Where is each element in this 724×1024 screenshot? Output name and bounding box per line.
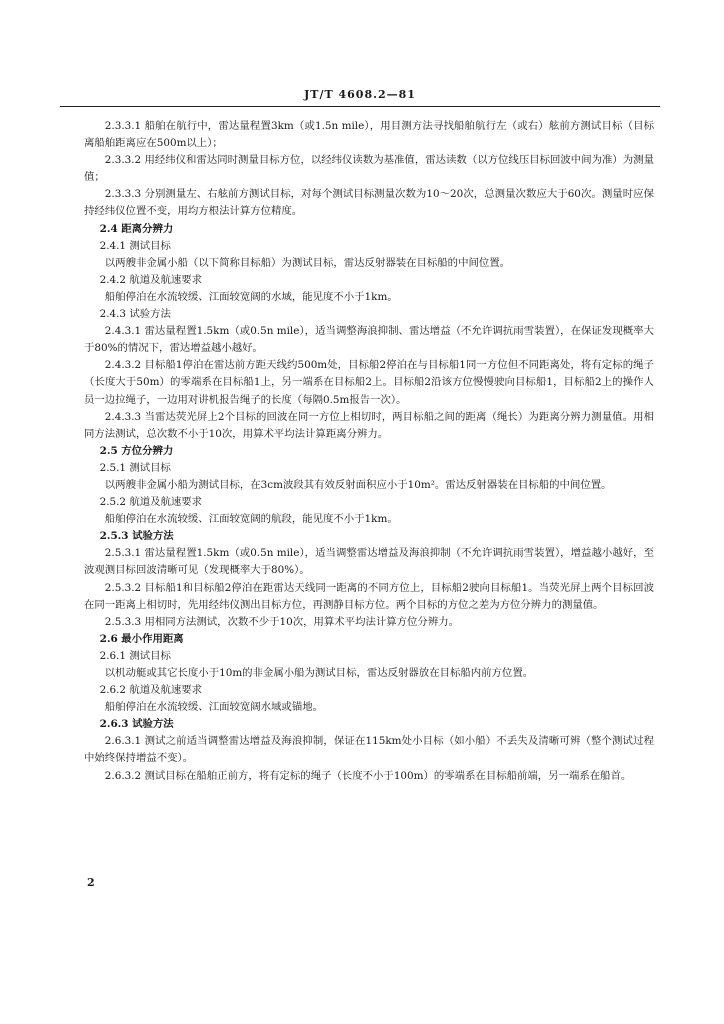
para-2-5-3-1: 2.5.3.1 雷达量程置1.5km（或0.5n mile），适当调整雷达增益及海浪抑制（不允许调抗雨雪装置），增益越小越好，至波观测目标回波清晰可见（发现概率大于80%）。 — [84, 547, 654, 577]
para-2-6-3-2: 2.6.3.2 测试目标在船舶正前方，将有定标的绳子（长度不小于100m）的零端系在目标船前端，另一端系在船首。 — [104, 769, 632, 782]
para-2-4-2-body: 船舶停泊在水流较缓、江面较宽阔的水域，能见度不小于1km。 — [104, 290, 398, 303]
heading-2-6-3: 2.6.3 试验方法 — [99, 718, 174, 731]
document-body — [84, 118, 654, 785]
standard-code-header: JT/T 4608.2—81 — [304, 88, 416, 101]
para-2-6-1-body: 以机动艇或其它长度小于10m的非金属小船为测试目标，雷达反射器放在目标船内前方位置。 — [104, 667, 534, 679]
heading-2-6-2: 2.6.2 航道及航速要求 — [99, 684, 203, 697]
heading-2-6-1: 2.6.1 测试目标 — [99, 649, 171, 662]
para-2-5-3-3: 2.5.3.3 用相同方法测试，次数不少于10次，用算术平均法计算方位分辨力。 — [104, 615, 459, 628]
heading-2-4-2: 2.4.2 航道及航速要求 — [99, 273, 203, 286]
para-2-6-2-body: 船舶停泊在水流较缓、江面较宽阔水域或锚地。 — [104, 701, 323, 714]
para-2-4-3-3: 2.4.3.3 当雷达荧光屏上2个目标的回波在同一方位上相切时，两目标船之间的距离（绳长）为距离分辨力测量值。用相同方法测试，总次数不小于10次，用算术平均法计算距离分辨力。 — [84, 410, 654, 440]
heading-2-4-1: 2.4.1 测试目标 — [99, 239, 171, 252]
para-2-5-3-2: 2.5.3.2 目标船1和目标船2停泊在距雷达天线同一距离的不同方位上，目标船2驶向目标船1。当荧光屏上两个目标回波在同一距离上相切时，先用经纬仪测出目标方位，再测静目标方位。两个目标的方位之差为方位分辨力的测量值。 — [84, 581, 654, 611]
para-2-4-3-1: 2.4.3.1 雷达量程置1.5km（或0.5n mile），适当调整海浪抑制、雷达增益（不允许调抗雨雪装置），在保证发现概率大于80%的情况下，雷达增益越小越好。 — [84, 325, 654, 355]
para-2-6-3-1: 2.6.3.1 测试之前适当调整雷达增益及海浪抑制，保证在115km处小目标（如小船）不丢失及清晰可辨（整个测试过程中始终保持增益不变）。 — [84, 735, 654, 765]
heading-2-4: 2.4 距离分辨力 — [99, 222, 174, 235]
heading-2-5-1: 2.5.1 测试目标 — [99, 461, 171, 474]
para-2-3-3-1: 2.3.3.1 船舶在航行中，雷达量程置3km（或1.5n mile），用目测方法寻找船舶航行左（或右）舷前方测试目标（目标离船舶距离应在500m以上）； — [84, 120, 654, 150]
heading-2-5-3: 2.5.3 试验方法 — [99, 530, 174, 543]
para-2-5-2-body: 船舶停泊在水流较缓、江面较宽阔的航段，能见度不小于1km。 — [104, 513, 398, 526]
heading-2-5-2: 2.5.2 航道及航速要求 — [99, 496, 203, 509]
header-rule — [60, 106, 660, 107]
para-2-3-3-3: 2.3.3.3 分别测量左、右舷前方测试目标，对每个测试目标测量次数为10～20次，总测量次数应大于60次。测量时应保持经纬仪位置不变，用均方根法计算方位精度。 — [84, 188, 654, 218]
heading-2-6: 2.6 最小作用距离 — [99, 632, 184, 645]
para-2-3-3-2: 2.3.3.2 用经纬仪和雷达同时测量目标方位，以经纬仪读数为基准值，雷达读数（以方位线压目标回波中间为准）为测量值； — [84, 154, 654, 184]
para-2-4-1-body: 以两艘非金属小船（以下简称目标船）为测试目标，雷达反射器装在目标船的中间位置。 — [104, 256, 511, 269]
para-2-5-1-body: 以两艘非金属小船为测试目标，在3cm波段其有效反射面积应小于10m²。雷达反射器装在目标船的中间位置。 — [104, 478, 612, 491]
heading-2-5: 2.5 方位分辨力 — [99, 444, 174, 457]
page-number: 2 — [87, 876, 95, 889]
para-2-4-3-2: 2.4.3.2 目标船1停泊在雷达前方距天线约500m处，目标船2停泊在与目标船1同一方位但不同距离处，将有定标的绳子（长度大于50m）的零端系在目标船1上，另一端系在目标船2上。目标船2沿该方位慢慢驶向目标船1，目标船2上的操作人员一边拉绳子，一边用对讲机报告绳子的长度（每隔0.5m报告一次）。 — [84, 359, 654, 406]
heading-2-4-3: 2.4.3 试验方法 — [99, 308, 171, 321]
